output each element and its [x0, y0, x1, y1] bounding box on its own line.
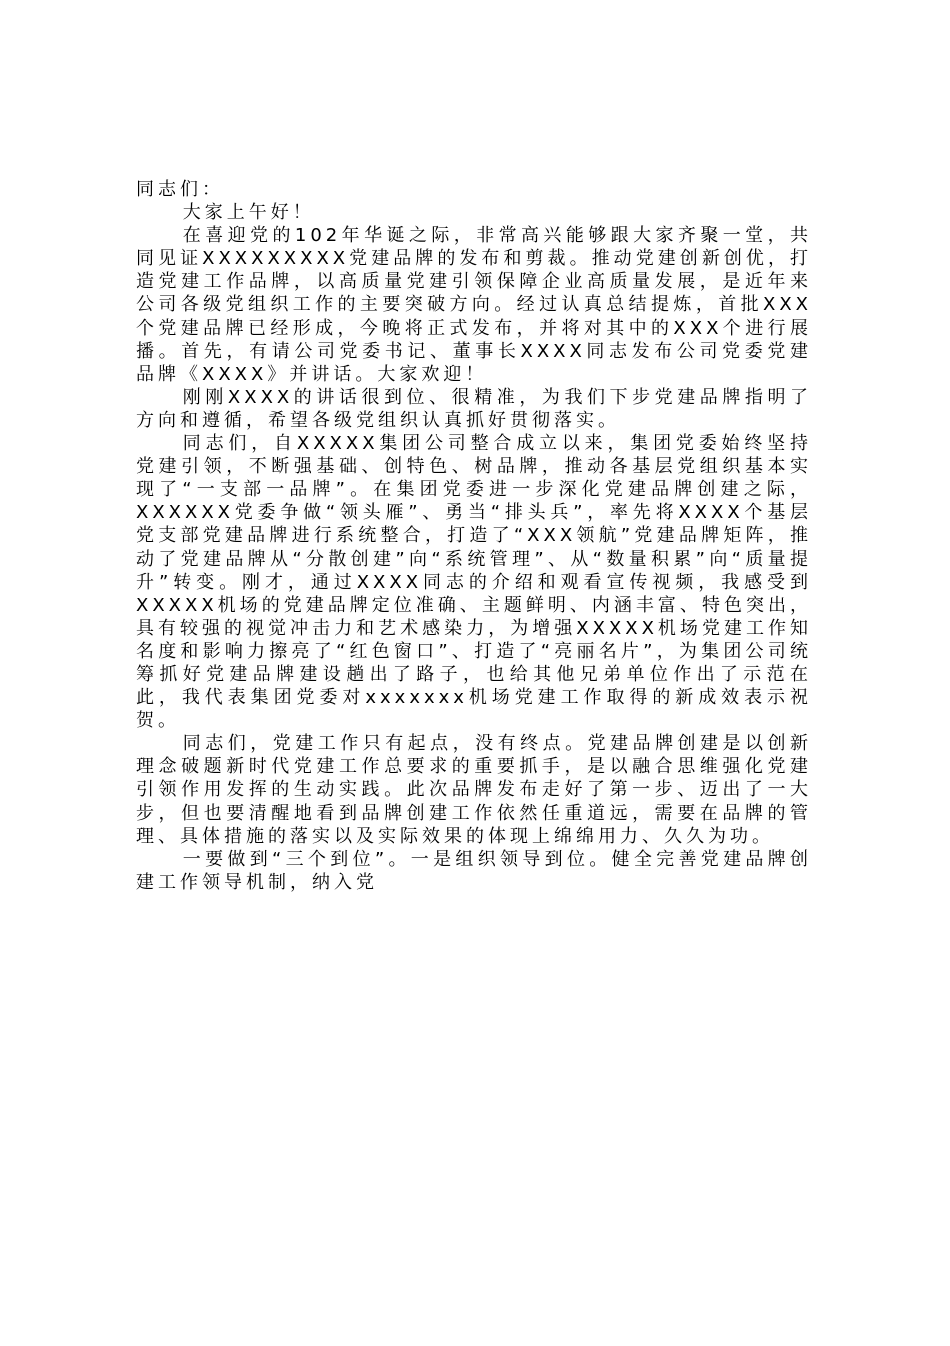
paragraph-outlook: 同志们，党建工作只有起点，没有终点。党建品牌创建是以创新理念破题新时代党建工作总要求的重要抓手，是以融合思维强化党建引领作用发挥的生动实践。此次品牌发布走好了第一步、迈出了一大步，但也要清醒地看到品牌创建工作依然任重道远，需要在品牌的管理、具体措施的落实以及实际效果的体现上绵绵用力、久久为功。 [136, 733, 812, 847]
paragraph-achievements: 同志们，自XXXXX集团公司整合成立以来，集团党委始终坚持党建引领，不断强基础、创特色、树品牌，推动各基层党组织基本实现了“一支部一品牌”。在集团党委进一步深化党建品牌创建之际，XXXXXX党委争做“领头雁”、勇当“排头兵”，率先将XXXX个基层党支部党建品牌进行系统整合，打造了“XXX领航”党建品牌矩阵，推动了党建品牌从“分散创建”向“系统管理”、从“数量积累”向“质量提升”转变。刚才，通过XXXX同志的介绍和观看宣传视频，我感受到XXXXX机场的党建品牌定位准确、主题鲜明、内涵丰富、特色突出，具有较强的视觉冲击力和艺术感染力，为增强XXXXX机场党建工作知名度和影响力擦亮了“红色窗口”、打造了“亮丽名片”，为集团公司统筹抓好党建品牌建设趟出了路子，也给其他兄弟单位作出了示范在此，我代表集团党委对xxxxxxx机场党建工作取得的新成效表示祝贺。 [136, 433, 812, 732]
paragraph-opening: 在喜迎党的102年华诞之际，非常高兴能够跟大家齐聚一堂，共同见证XXXXXXXXX党建品牌的发布和剪裁。推动党建创新创优，打造党建工作品牌，以高质量党建引领保障企业高质量发展，是近年来公司各级党组织工作的主要突破方向。经过认真总结提炼，首批XXX个党建品牌已经形成，今晚将正式发布，并将对其中的XXX个进行展播。首先，有请公司党委书记、董事长XXXX同志发布公司党委党建品牌《XXXX》并讲话。大家欢迎！ [136, 225, 812, 385]
paragraph-response: 刚刚XXXX的讲话很到位、很精准，为我们下步党建品牌指明了方向和遵循，希望各级党组织认真抓好贯彻落实。 [136, 386, 812, 431]
paragraph-requirements: 一要做到“三个到位”。一是组织领导到位。健全完善党建品牌创建工作领导机制，纳入党 [136, 848, 812, 893]
salutation: 同志们： [136, 179, 224, 200]
speech-document [136, 178, 812, 894]
greeting: 大家上午好！ [182, 202, 315, 224]
